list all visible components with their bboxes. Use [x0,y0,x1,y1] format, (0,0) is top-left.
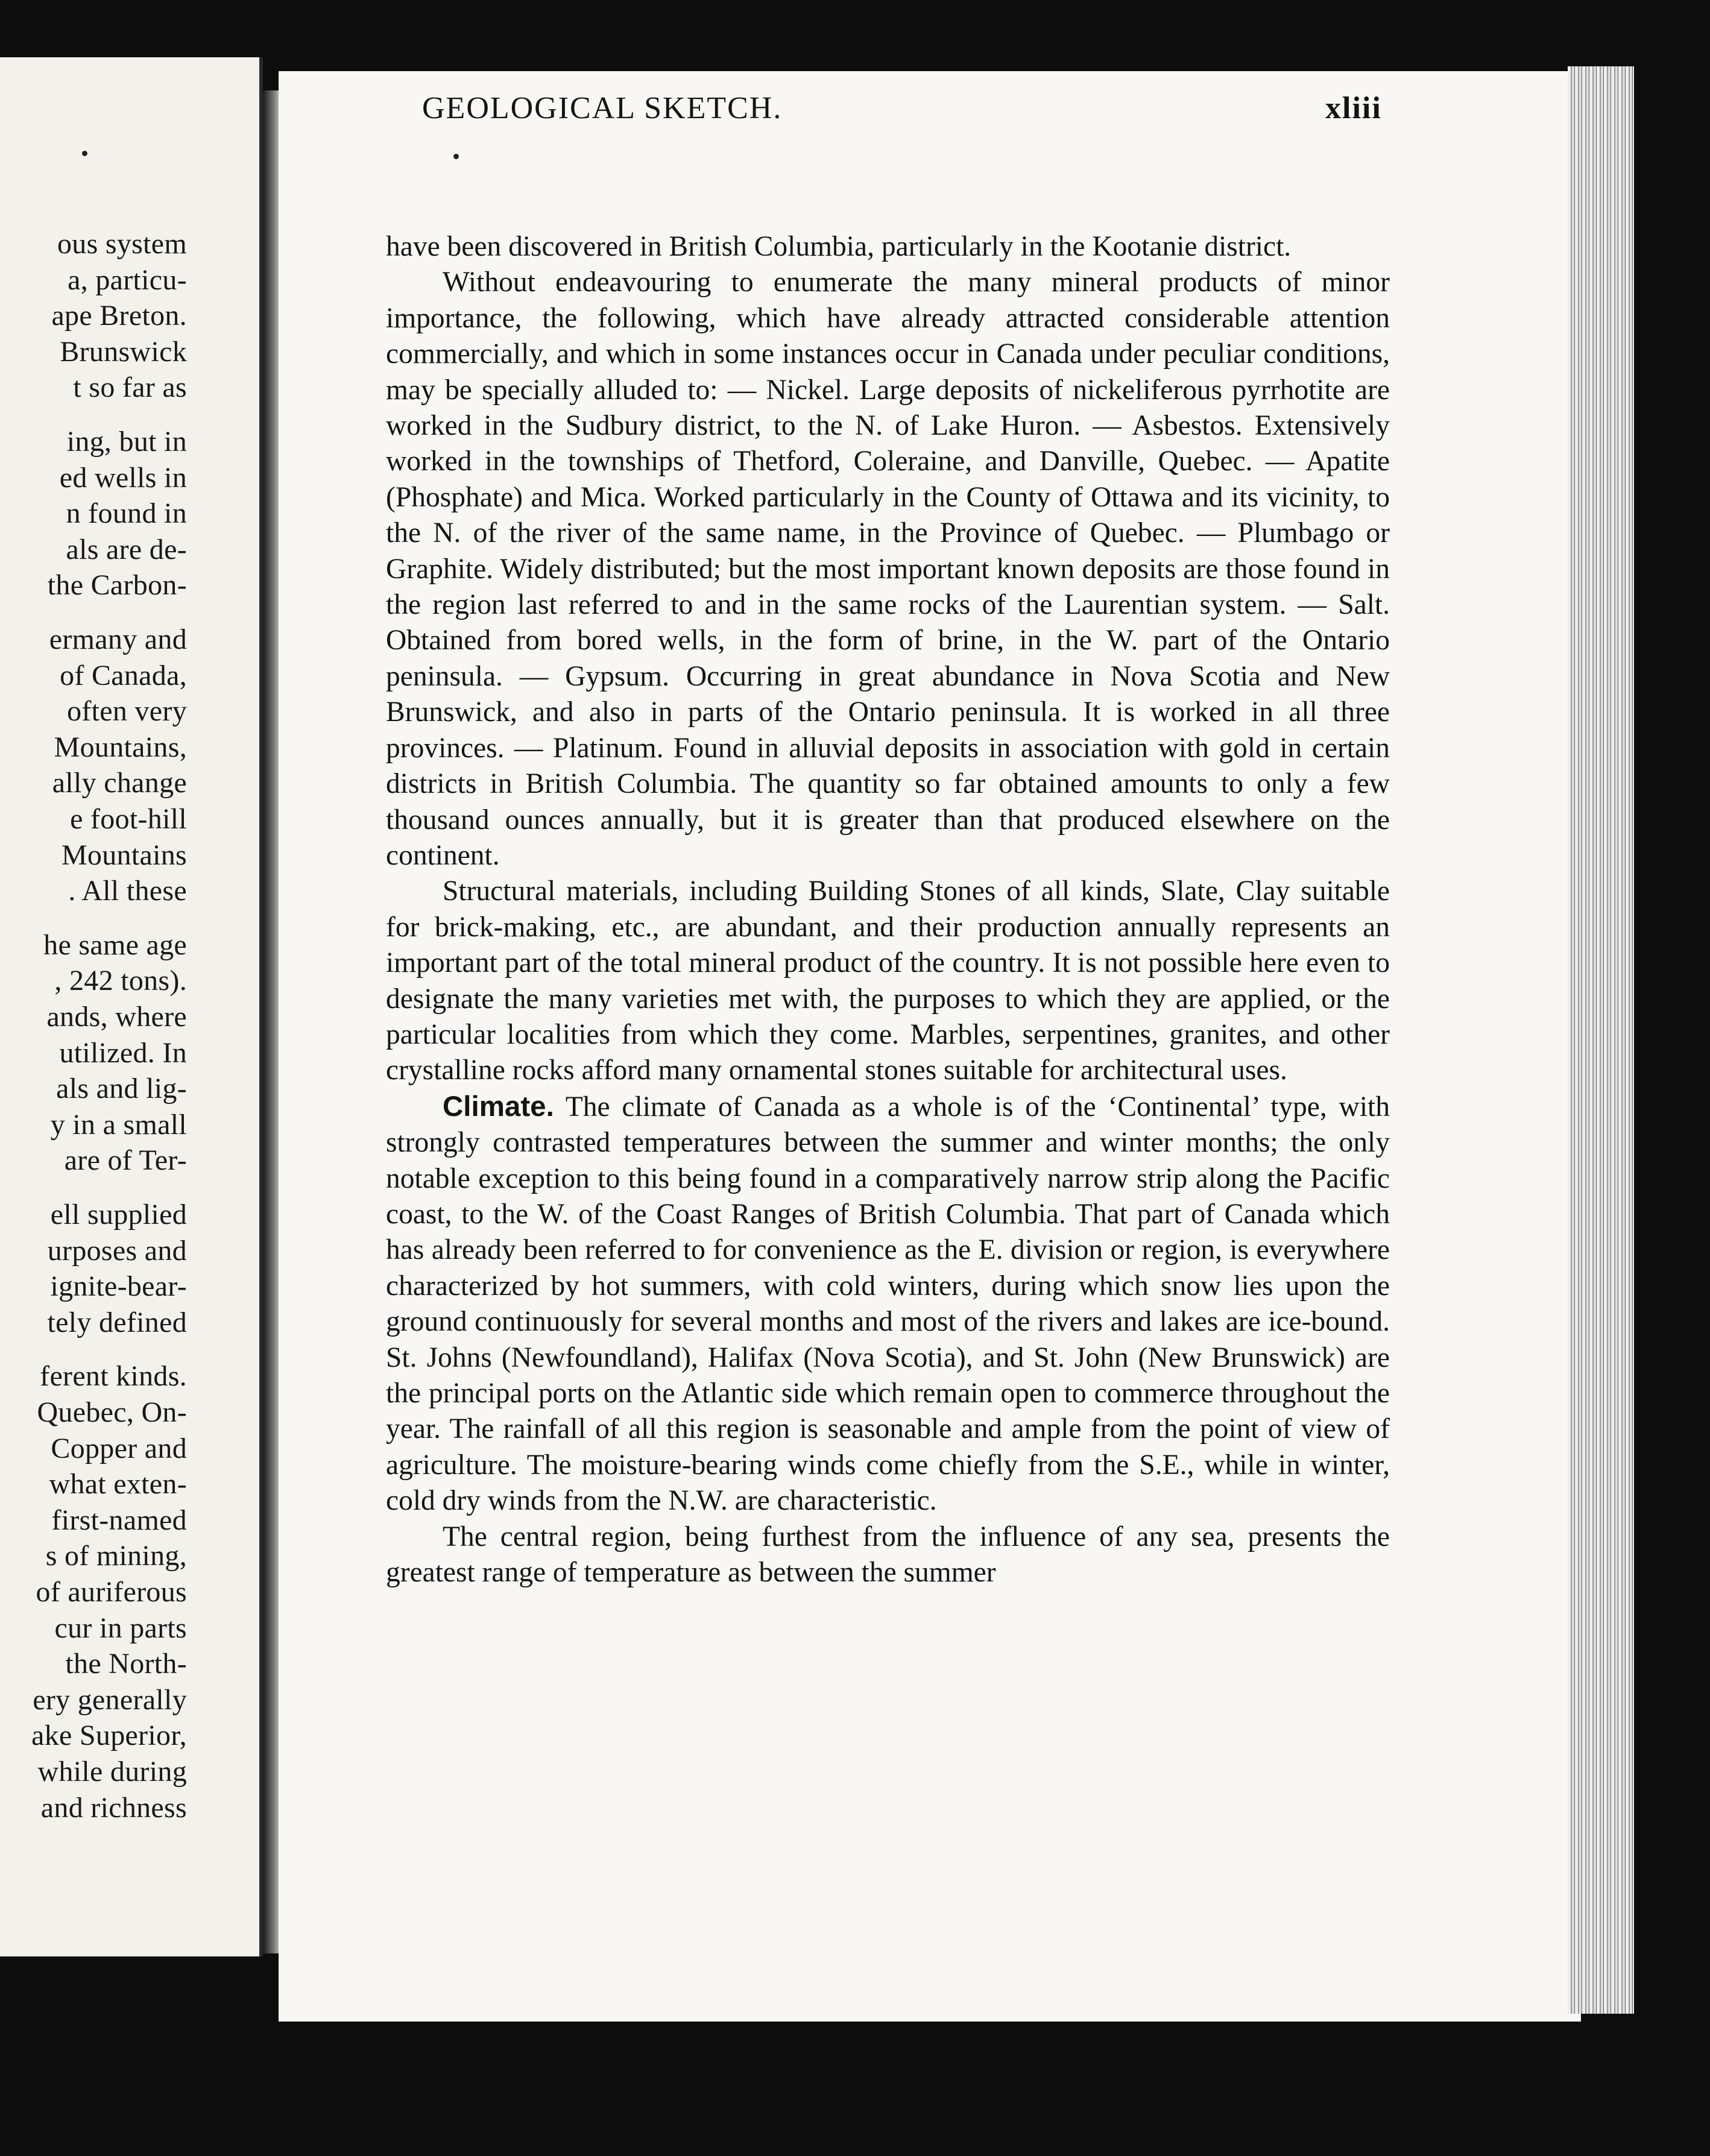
left-page-line: Quebec, On- [37,1396,187,1428]
left-page-line: a, particu- [68,263,187,296]
left-page [0,57,263,1956]
left-page-line: tely defined [47,1306,187,1338]
side-head-climate: Climate. [443,1090,554,1123]
left-page-line: als and lig- [56,1073,187,1105]
left-page-line: while during [37,1756,187,1788]
left-page-line: ermany and [49,623,187,655]
left-page-line: Mountains [61,839,187,871]
left-page-line: and richness [40,1791,187,1824]
left-page-line: ell supplied [50,1199,187,1231]
paragraph-p1: have been discovered in British Columbia, particularly in the Kootanie district. [386,231,1292,262]
page-number: xliii [1325,91,1382,125]
text-column [386,229,1390,1590]
paragraph-p2: Without endeavouring to enumerate the many mineral products of minor importance, the following, which have already attracted considerable attention commercially, and which in some instances occur in Canada under peculiar conditions, may be specially alluded to: — Nickel. Large deposits of nickeliferous pyrrhotite are worked in the Sudbury district, to the N. of Lake Huron. — Asbestos. Extensively worked in the townships of Thetford, Coleraine, and Danville, Quebec. — Apatite (Phosphate) and Mica. Worked particularly in the County of Ottawa and its vicinity, to the N. of the river of the same name, in the Province of Quebec. — Plumbago or Graphite. Widely distributed; but the most important known deposits are those found in the region last referred to and in the same rocks of the Laurentian system. — Salt. Obtained from bored wells, in the form of brine, in the W. part of the Ontario peninsula. — Gypsum. Occurring in great abundance in Nova Scotia and New Brunswick, and also in parts of the Ontario peninsula. It is worked in all three provinces. — Platinum. Found in alluvial deposits in association with gold in certain districts in British Columbia. The quantity so far obtained amounts to only a few thousand ounces annually, but it is greater than that produced elsewhere on the continent. [386,266,1390,871]
left-page-line: ed wells in [59,461,187,494]
left-page-line: n found in [66,497,187,530]
page-edges [1568,66,1634,2014]
left-page-line: Brunswick [60,335,187,368]
left-page-line: ery generally [33,1683,187,1716]
left-page-line: y in a small [50,1108,187,1141]
paragraph-p4 [386,1089,1390,1519]
left-page-line: ape Breton. [51,300,187,332]
running-head: GEOLOGICAL SKETCH. [422,91,783,125]
left-page-line: t so far as [73,371,187,404]
left-page-line: cur in parts [54,1612,187,1644]
left-page-line: ing, but in [66,426,187,458]
left-page-line: are of Ter- [64,1144,187,1177]
left-page-line: utilized. In [59,1036,187,1069]
left-page-line: ake Superior, [31,1719,187,1752]
left-page-line: the Carbon- [47,569,187,602]
left-page-line: ally change [52,767,187,799]
left-page-line: the North- [65,1648,187,1680]
left-page-line: he same age [43,928,187,961]
paragraph-p5: The central region, being furthest from the influence of any sea, presents the greatest range of temperature as between the summer [386,1521,1390,1589]
ink-speck [82,151,87,156]
left-page-line: Copper and [51,1432,187,1464]
left-page-line: what exten- [49,1468,187,1501]
left-page-line: first-named [51,1504,187,1536]
left-page-line: of Canada, [60,659,187,692]
paragraph-p4-text: The climate of Canada as a whole is of the ‘Continental’ type, with strongly contrasted temperatures between the summer and winter months; the only notable exception to this being found in a comparatively narrow strip along the Pacific coast, to the W. of the Coast Ranges of British Columbia. That part of Canada which has already been referred to for convenience as the E. division or region, is everywhere characterized by hot summers, with cold winters, during which snow lies upon the ground continuously for several months and most of the rivers and lakes are ice-bound. St. Johns (Newfoundland), Halifax (Nova Scotia), and St. John (New Brunswick) are the principal ports on the Atlantic side which remain open to commerce throughout the year. The rainfall of all this region is seasonable and ample from the point of view of agriculture. The moisture-bearing winds come chiefly from the S.E., while in winter, cold dry winds from the N.W. are characteristic. [386,1091,1390,1517]
left-page-line: of auriferous [36,1576,187,1608]
left-page-line: ands, where [46,1001,187,1033]
left-page-line: . All these [68,875,187,907]
paragraph-p3: Structural materials, including Building Stones of all kinds, Slate, Clay suitable for brick-making, etc., are abundant, and their production annually represents an important part of the total mineral product of the country. It is not possible here even to designate the many varieties met with, the purposes to which they are applied, or the particular localities from which they come. Marbles, serpentines, granites, and other crystalline rocks afford many ornamental stones suitable for architectural uses. [386,875,1390,1086]
left-page-line: ignite-bear- [50,1270,187,1303]
left-page-line: ous system [57,228,187,260]
left-page-line: ferent kinds. [40,1360,187,1393]
left-page-line: often very [67,695,187,728]
left-page-line: als are de- [66,533,187,566]
left-page-line: , 242 tons). [54,965,187,997]
left-page-line: s of mining, [45,1540,187,1572]
left-page-line: Mountains, [54,731,187,763]
ink-speck [453,154,459,159]
left-page-line: urposes and [47,1234,187,1267]
left-page-line: e foot-hill [70,803,187,835]
